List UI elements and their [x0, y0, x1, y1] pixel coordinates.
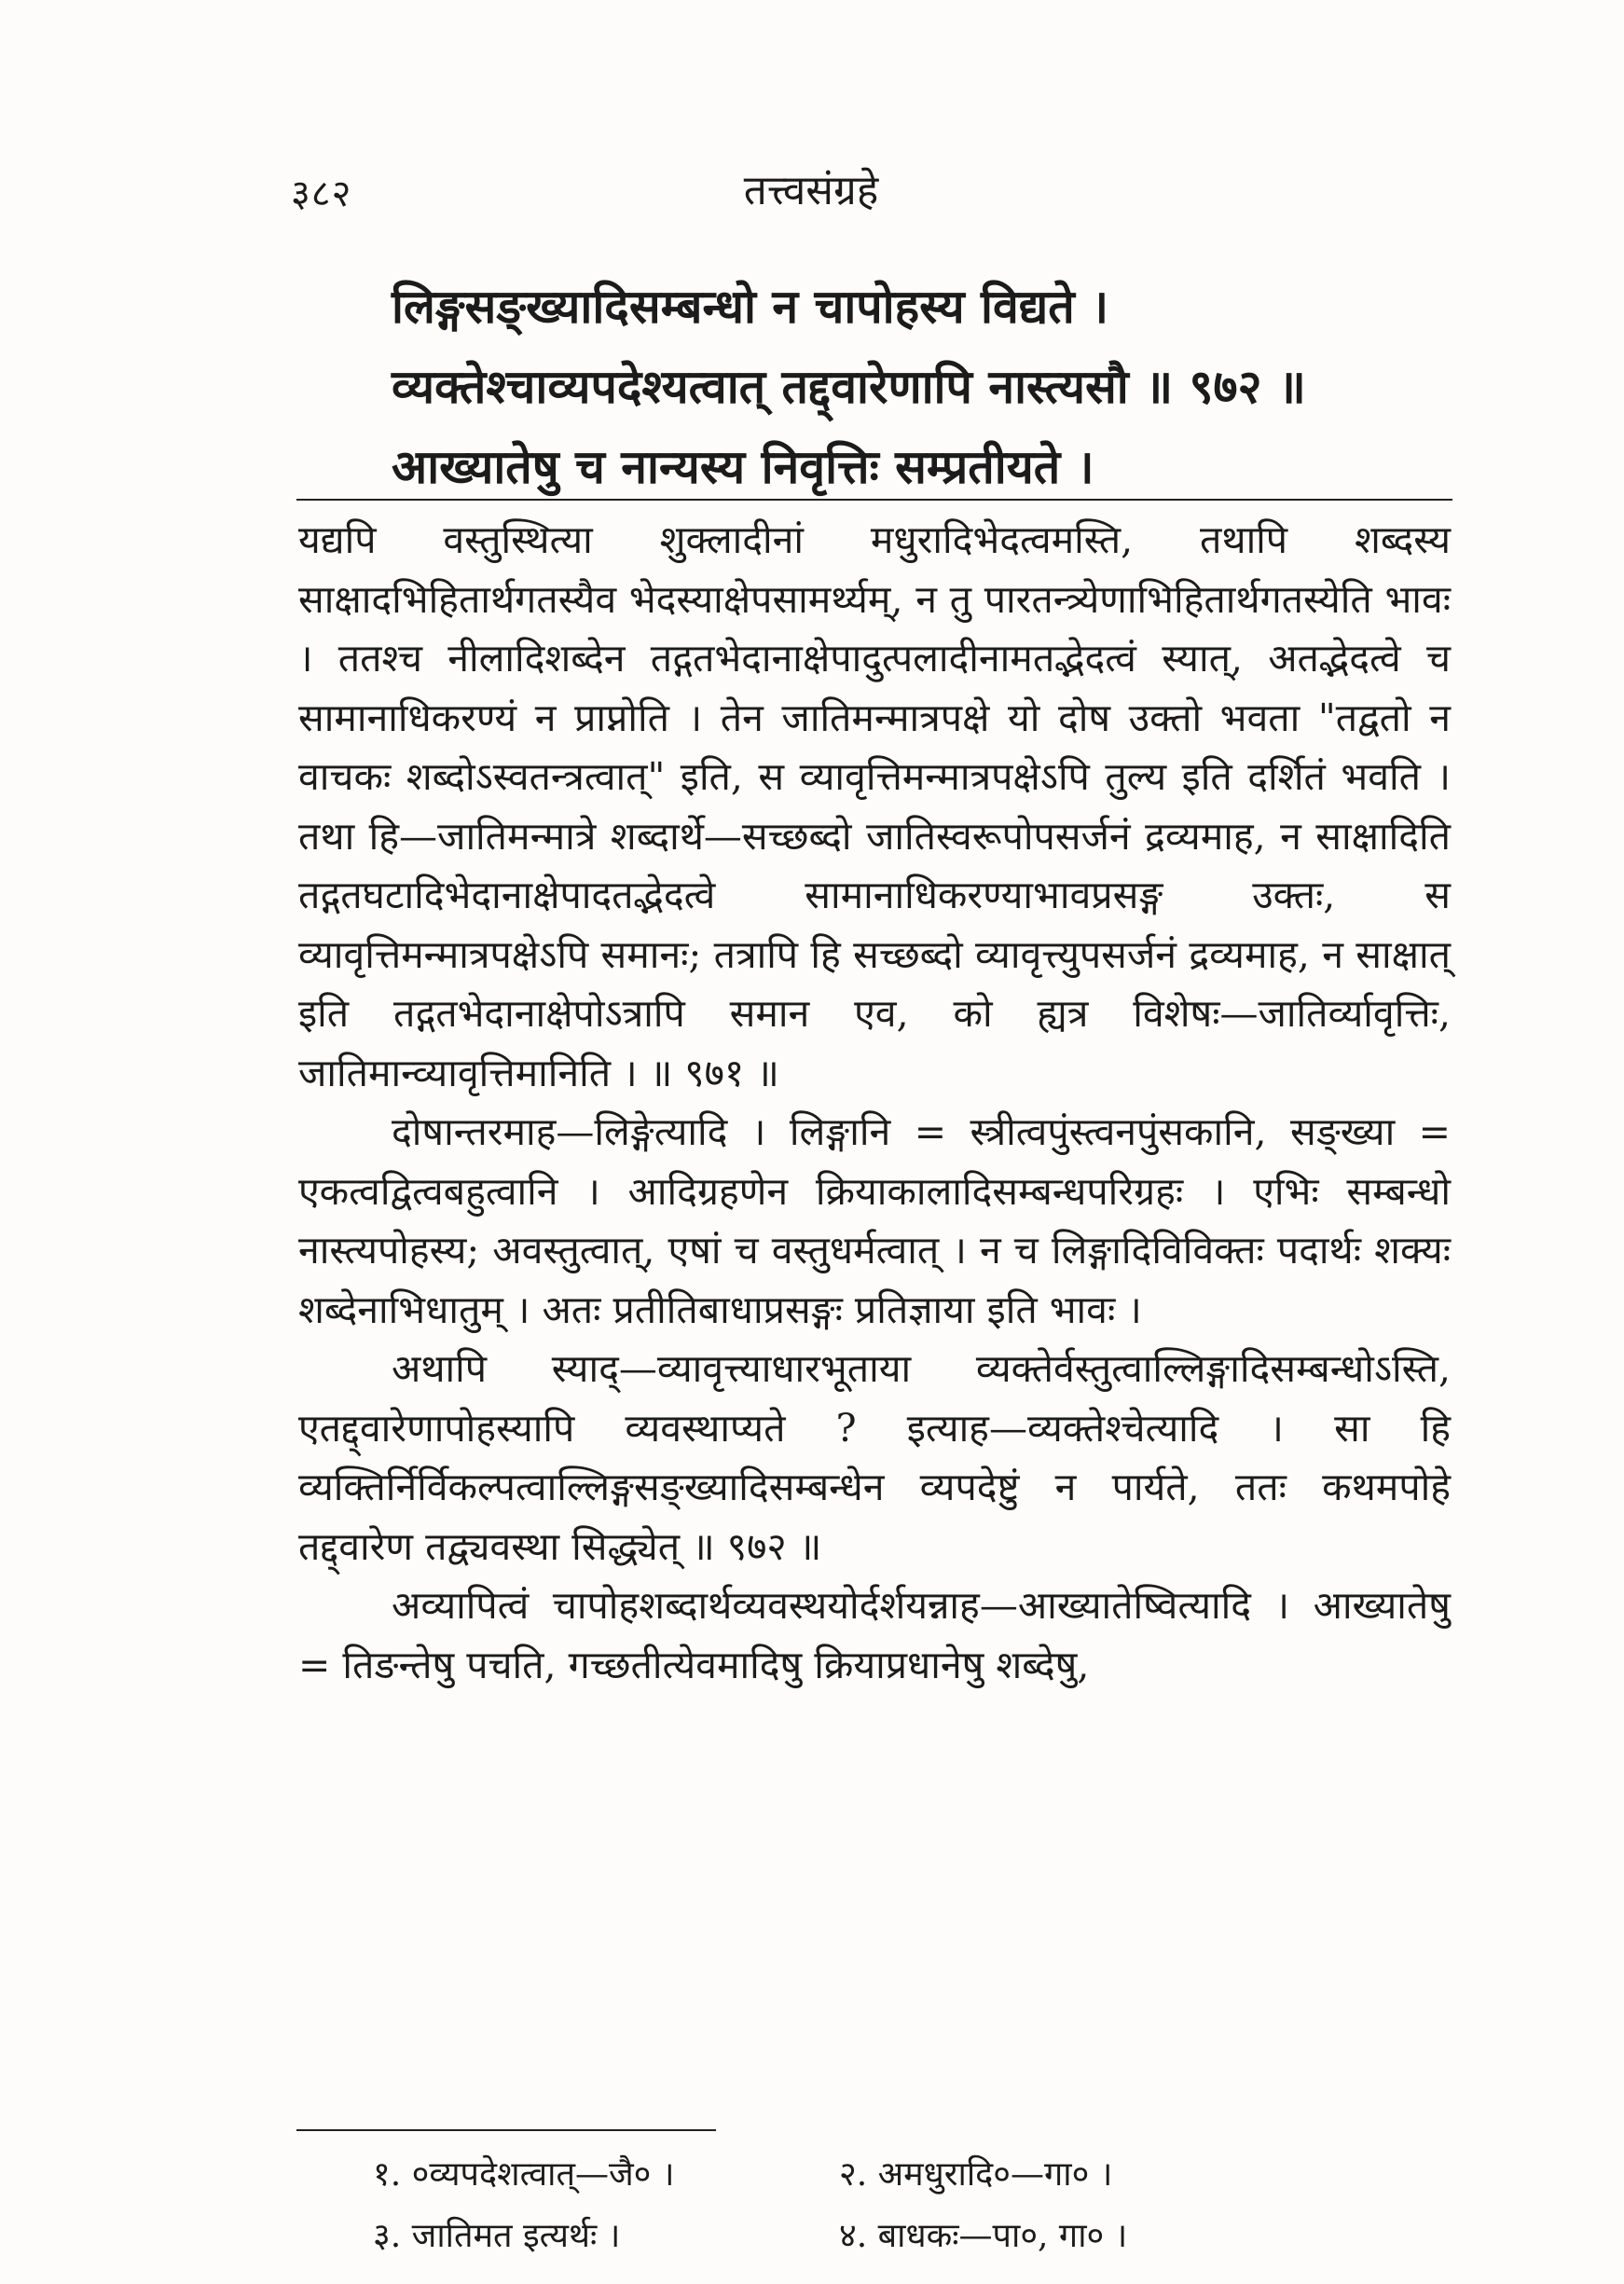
commentary-paragraph: यद्यपि वस्तुस्थित्या शुक्लादीनां मधुरादिभेदत्वमस्ति, तथापि शब्दस्य साक्षादभिहितार्थगतस्यैव भेदस्याक्षेपसामर्थ्यम्, न तु पारतन्त्र्येणाभिहितार्थगतस्येति भावः । ततश्च नीलादिशब्देन तद्गतभेदानाक्षेपादुत्पलादीनामतद्भेदत्वं स्यात्, अतद्भेदत्वे च सामानाधिकरण्यं न प्राप्नोति । तेन जातिमन्मात्रपक्षे यो दोष उक्तो भवता "तद्वतो न वाचकः शब्दोऽस्वतन्त्रत्वात्" इति, स व्यावृत्तिमन्मात्रपक्षेऽपि तुल्य इति दर्शितं भवति । तथा हि—जातिमन्मात्रे शब्दार्थे—सच्छब्दो जातिस्वरूपोपसर्जनं द्रव्यमाह, न साक्षादिति तद्गतघटादिभेदानाक्षेपादतद्भेदत्वे सामानाधिकरण्याभावप्रसङ्ग उक्तः, स व्यावृत्तिमन्मात्रपक्षेऽपि समानः; तत्रापि हि सच्छब्दो व्यावृत्त्युपसर्जनं द्रव्यमाह, न साक्षात् इति तद्गतभेदानाक्षेपोऽत्रापि समान एव, को ह्यत्र विशेषः—जातिर्व्यावृत्तिः, जातिमान्व्यावृत्तिमानिति । ॥ ९७१ ॥ — [298, 517, 1451, 1095]
footnote: ४. बाधकः—पा०, गा० । — [839, 2217, 1128, 2255]
commentary-paragraph: दोषान्तरमाह—लिङ्गेत्यादि । लिङ्गानि = स्त्रीत्वपुंस्त्वनपुंसकानि, सङ्ख्या = एकत्वद्वित्वबहुत्वानि । आदिग्रहणेन क्रियाकालादिसम्बन्धपरिग्रहः । एभिः सम्बन्धो नास्त्यपोहस्य; अवस्तुत्वात्, एषां च वस्तुधर्मत्वात् । न च लिङ्गादिविविक्तः पदार्थः शक्यः शब्देनाभिधातुम् । अतः प्रतीतिबाधाप्रसङ्गः प्रतिज्ञाया इति भावः । — [298, 1109, 1451, 1332]
page-number: ३८२ — [291, 172, 352, 215]
commentary-paragraph: अथापि स्याद्—व्यावृत्त्याधारभूताया व्यक्तेर्वस्तुत्वाल्लिङ्गादिसम्बन्धोऽस्ति, एतद्द्वारेणापोहस्यापि व्यवस्थाप्यते ? इत्याह—व्यक्तेश्चेत्यादि । सा हि व्यक्तिर्निर्विकल्पत्वाल्लिङ्गसङ्ख्यादिसम्बन्धेन व्यपदेष्टुं न पार्यते, ततः कथमपोहे तद्द्वारेण तद्व्यवस्था सिद्ध्येत् ॥ ९७२ ॥ — [298, 1346, 1451, 1569]
verse-line: व्यक्तेश्चाव्यपदेश्यत्वात् तद्द्वारेणापि नास्त्यसौ ॥ ९७२ ॥ — [392, 359, 1306, 414]
divider-rule — [296, 499, 1452, 501]
footnote-divider — [296, 2129, 716, 2131]
footnote: २. अमधुरादि०—गा० । — [839, 2155, 1113, 2194]
footnotes — [373, 2144, 1305, 2267]
footnote: १. ०व्यपदेशत्वात्—जै० । — [373, 2155, 675, 2194]
footnote: ३. जातिमत इत्यर्थः । — [373, 2217, 621, 2255]
footnote-row — [373, 2206, 1305, 2267]
commentary-paragraph: अव्यापित्वं चापोहशब्दार्थव्यवस्थयोर्दर्शयन्नाह—आख्यातेष्वित्यादि । आख्यातेषु = तिङन्तेषु पचति, गच्छतीत्येवमादिषु क्रियाप्रधानेषु शब्देषु, — [298, 1583, 1451, 1687]
verse-line: आख्यातेषु च नान्यस्य निवृत्तिः सम्प्रतीयते । — [392, 439, 1094, 494]
running-title: तत्त्वसंग्रहे — [743, 167, 879, 214]
commentary-block — [298, 511, 1451, 1695]
footnote-row — [373, 2144, 1305, 2206]
verse-block — [392, 267, 1473, 507]
verse-line: लिङ्गसङ्ख्यादिसम्बन्धो न चापोहस्य विद्यते । — [392, 279, 1109, 334]
